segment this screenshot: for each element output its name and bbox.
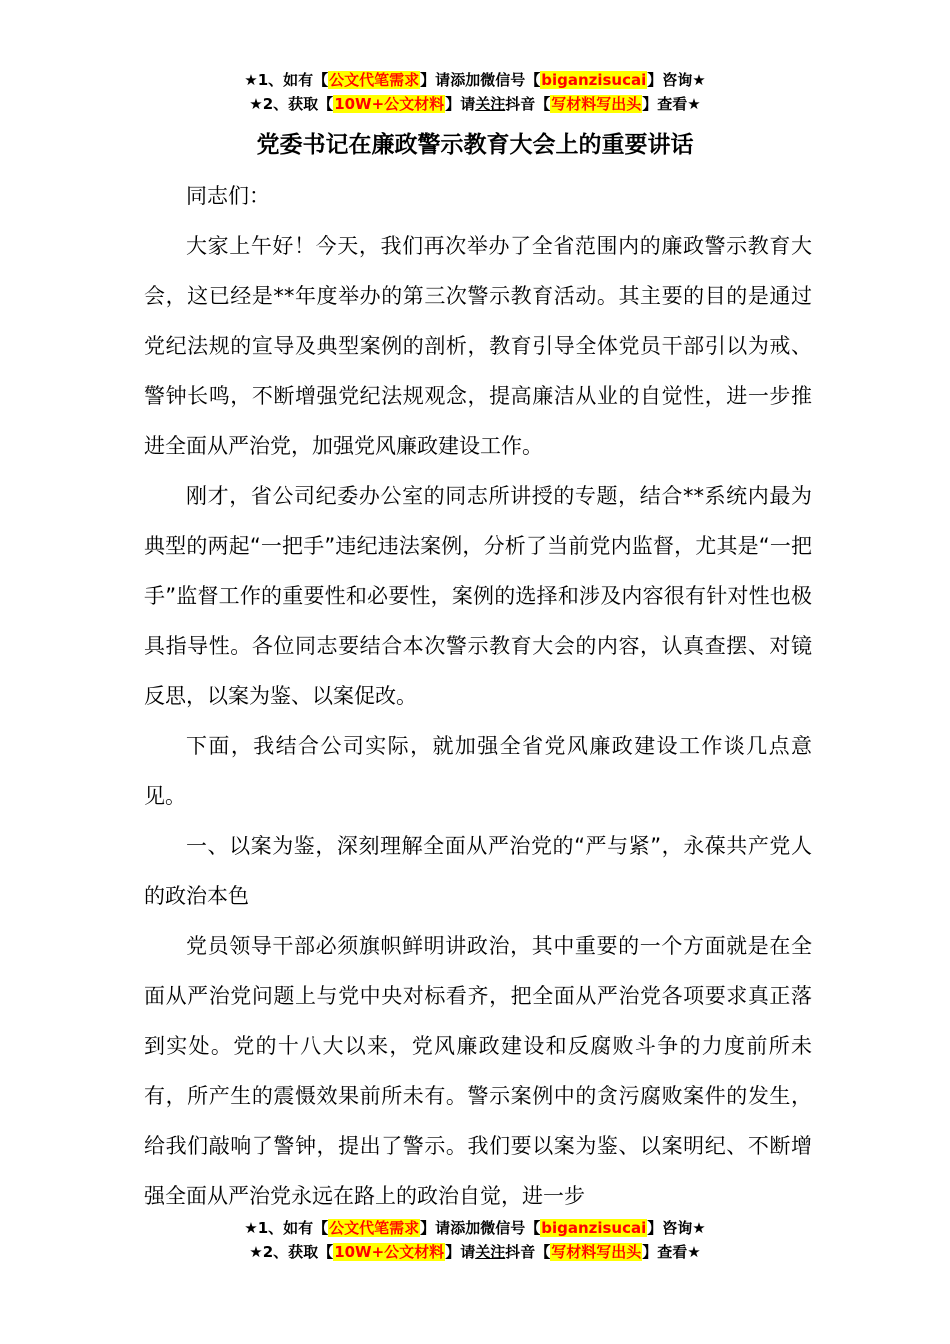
promo-highlight: 10W+公文材料 (334, 95, 445, 113)
promo-line-2 (0, 1240, 950, 1264)
promo-emphasis: 添加 (450, 1219, 481, 1237)
promo-text: 1、如有【 (257, 71, 329, 89)
star-icon: ★ (244, 71, 258, 89)
promo-text: 微信号【 (480, 1219, 541, 1237)
douyin-id-highlight: 写材料写出头 (551, 1243, 642, 1261)
promo-text: 】查看★ (642, 1243, 701, 1261)
body-paragraph: 大家上午好！今天，我们再次举办了全省范围内的廉政警示教育大会，这已经是**年度举办的第三次警示教育活动。其主要的目的是通过党纪法规的宣导及典型案例的剖析，教育引导全体党员干部引以为戒、警钟长鸣，不断增强党纪法规观念，提高廉洁从业的自觉性，进一步推进全面从严治党，加强党风廉政建设工作。 (144, 234, 812, 458)
promo-text: 微信号【 (480, 71, 541, 89)
promo-highlight: 公文代笔需求 (329, 1219, 420, 1237)
promo-text: 】请 (420, 71, 451, 89)
section-heading: 一、以案为鉴，深刻理解全面从严治党的“严与紧”，永葆共产党人的政治本色 (144, 834, 812, 908)
body-paragraph: 刚才，省公司纪委办公室的同志所讲授的专题，结合**系统内最为典型的两起“一把手”违纪违法案例，分析了当前党内监督，尤其是“一把手”监督工作的重要性和必要性，案例的选择和涉及内容很有针对性也极具指导性。各位同志要结合本次警示教育大会的内容，认真查摆、对镜反思，以案为鉴、以案促改。 (144, 484, 812, 708)
promo-emphasis: 添加 (450, 71, 481, 89)
promo-text: 】请 (445, 1243, 476, 1261)
top-promo-banner (0, 68, 950, 116)
body-paragraph: 下面，我结合公司实际，就加强全省党风廉政建设工作谈几点意见。 (144, 734, 812, 808)
wechat-id-highlight: biganzisucai (541, 71, 647, 89)
document-title: 党委书记在廉政警示教育大会上的重要讲话 (256, 132, 694, 158)
promo-highlight: 10W+公文材料 (334, 1243, 445, 1261)
promo-text: 】咨询★ (647, 71, 706, 89)
promo-text: 】咨询★ (647, 1219, 706, 1237)
star-icon: ★ (244, 1219, 258, 1237)
promo-text: 抖音【 (505, 1243, 551, 1261)
promo-text: 1、如有【 (257, 1219, 329, 1237)
promo-text: 抖音【 (505, 95, 551, 113)
douyin-id-highlight: 写材料写出头 (551, 95, 642, 113)
promo-text: 】请 (445, 95, 476, 113)
promo-emphasis: 关注 (475, 1243, 506, 1261)
promo-text: 】查看★ (642, 95, 701, 113)
promo-line-1 (0, 68, 950, 92)
promo-text: 2、获取【 (262, 95, 334, 113)
salutation: 同志们： (186, 184, 270, 208)
body-paragraph: 党员领导干部必须旗帜鲜明讲政治，其中重要的一个方面就是在全面从严治党问题上与党中央对标看齐，把全面从严治党各项要求真正落到实处。党的十八大以来，党风廉政建设和反腐败斗争的力度前所未有，所产生的震慑效果前所未有。警示案例中的贪污腐败案件的发生，给我们敲响了警钟，提出了警示。我们要以案为鉴、以案明纪、不断增强全面从严治党永远在路上的政治自觉，进一步 (144, 934, 812, 1208)
promo-line-1 (0, 1216, 950, 1240)
document-body (144, 171, 812, 1221)
bottom-promo-banner (0, 1216, 950, 1264)
promo-text: 2、获取【 (262, 1243, 334, 1261)
promo-highlight: 公文代笔需求 (329, 71, 420, 89)
promo-emphasis: 关注 (475, 95, 506, 113)
promo-text: 】请 (420, 1219, 451, 1237)
wechat-id-highlight: biganzisucai (541, 1219, 647, 1237)
promo-line-2 (0, 92, 950, 116)
star-icon: ★ (249, 1243, 263, 1261)
star-icon: ★ (249, 95, 263, 113)
